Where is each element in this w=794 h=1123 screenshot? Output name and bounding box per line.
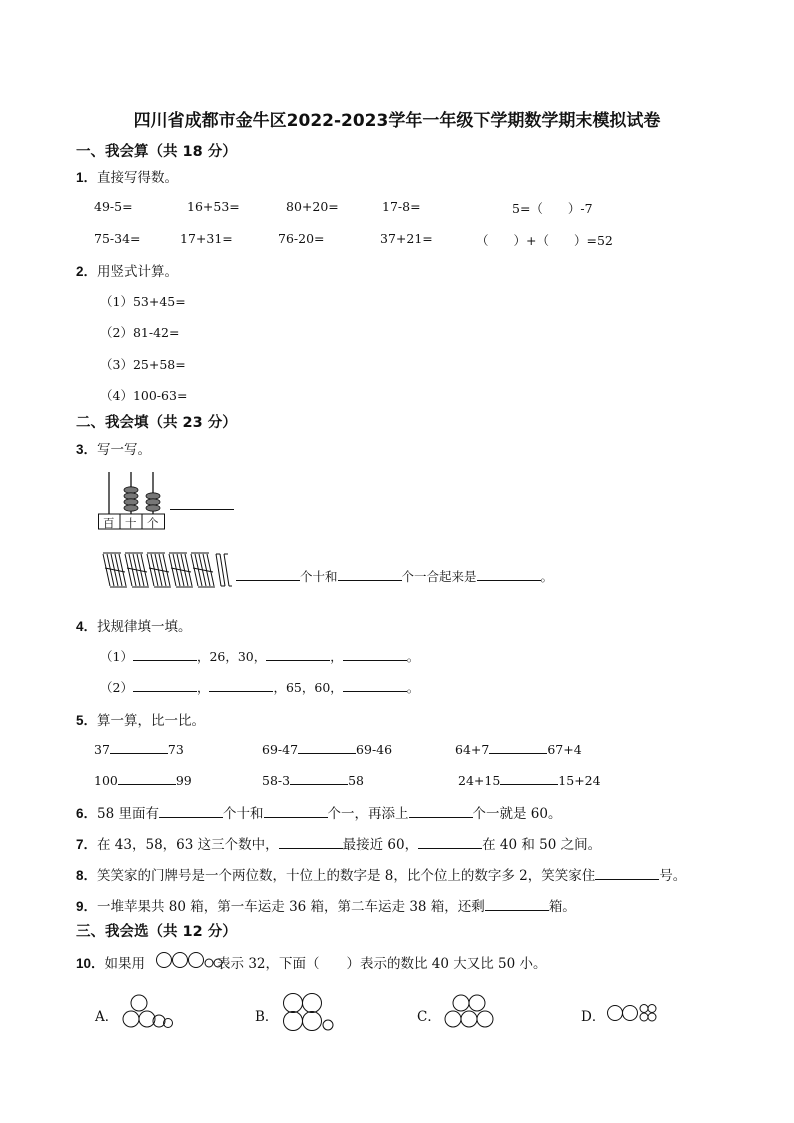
item-label: （2） bbox=[100, 680, 133, 695]
calc-item: 75-34= bbox=[94, 231, 141, 246]
calc-item: 5=（ ）-7 bbox=[512, 201, 593, 216]
question-text: 在 43，58，63 这三个数中， bbox=[97, 837, 279, 853]
answer-blank[interactable] bbox=[209, 679, 273, 692]
answer-blank[interactable] bbox=[290, 772, 348, 785]
answer-blank[interactable] bbox=[159, 805, 223, 818]
question-text: 箱。 bbox=[548, 899, 576, 915]
calc-item: 37+21= bbox=[380, 231, 433, 246]
answer-blank[interactable] bbox=[338, 568, 402, 581]
question-text: 号。 bbox=[659, 868, 687, 884]
sentence-text: 个十和 bbox=[300, 569, 338, 584]
pattern-line-1 bbox=[100, 647, 419, 665]
calc-item: 80+20= bbox=[286, 199, 339, 214]
answer-blank[interactable] bbox=[279, 836, 343, 849]
question-9 bbox=[76, 895, 576, 915]
sequence-text: ，65，60， bbox=[273, 680, 343, 695]
answer-blank[interactable] bbox=[110, 741, 168, 754]
question-8 bbox=[76, 864, 686, 884]
compare-item bbox=[94, 772, 192, 788]
question-4 bbox=[76, 615, 192, 635]
compare-item bbox=[455, 741, 582, 757]
question-text: 表示 32，下面（ ）表示的数比 40 大又比 50 小。 bbox=[217, 956, 547, 972]
option-b-label[interactable]: B． bbox=[255, 1009, 279, 1025]
question-2 bbox=[76, 260, 178, 280]
circle-legend-icon bbox=[154, 950, 224, 970]
question-text: 58 里面有 bbox=[97, 806, 159, 822]
sequence-text: ， bbox=[330, 649, 343, 664]
compare-left: 100 bbox=[94, 773, 118, 788]
question-7 bbox=[76, 833, 601, 853]
calc-item: 17-8= bbox=[382, 199, 421, 214]
option-c-label[interactable]: C． bbox=[417, 1009, 441, 1025]
question-text: 最接近 60， bbox=[342, 837, 419, 853]
compare-item bbox=[262, 772, 364, 788]
question-text: 找规律填一填。 bbox=[97, 619, 192, 635]
compare-item bbox=[94, 741, 184, 757]
sequence-text: 。 bbox=[406, 680, 420, 695]
question-5 bbox=[76, 709, 205, 729]
compare-right: 15+24 bbox=[558, 773, 601, 788]
question-text: 个一就是 60。 bbox=[472, 806, 562, 822]
question-text: 算一算，比一比。 bbox=[97, 713, 206, 729]
answer-blank[interactable] bbox=[343, 679, 407, 692]
calc-item: （ ）+（ ）=52 bbox=[476, 233, 613, 248]
vertical-calc-item: （3）25+58= bbox=[100, 357, 186, 372]
option-a-circles-icon[interactable] bbox=[118, 990, 178, 1030]
answer-blank[interactable] bbox=[409, 805, 473, 818]
abacus-label-tens: 十 bbox=[125, 516, 137, 530]
compare-item bbox=[458, 772, 601, 788]
calc-item: 49-5= bbox=[94, 199, 133, 214]
question-text: 个一，再添上 bbox=[327, 806, 409, 822]
answer-blank[interactable] bbox=[264, 805, 328, 818]
compare-left: 58-3 bbox=[262, 773, 291, 788]
question-number: 6． bbox=[76, 806, 98, 821]
question-number: 10． bbox=[76, 956, 105, 971]
compare-right: 58 bbox=[348, 773, 364, 788]
answer-blank[interactable] bbox=[500, 772, 558, 785]
option-d-circles-icon[interactable] bbox=[606, 1001, 662, 1025]
question-number: 7． bbox=[76, 837, 98, 852]
question-text: 个十和 bbox=[223, 806, 264, 822]
question-text: 写一写。 bbox=[97, 442, 152, 458]
option-b-circles-icon[interactable] bbox=[280, 990, 340, 1034]
vertical-calc-item: （4）100-63= bbox=[100, 388, 188, 403]
answer-blank[interactable] bbox=[485, 898, 549, 911]
answer-blank[interactable] bbox=[236, 568, 300, 581]
answer-blank[interactable] bbox=[477, 568, 541, 581]
compare-left: 69-47 bbox=[262, 742, 299, 757]
item-label: （1） bbox=[100, 649, 133, 664]
question-3 bbox=[76, 438, 151, 458]
option-d-label[interactable]: D． bbox=[581, 1009, 606, 1025]
counting-sticks-icon bbox=[100, 550, 236, 588]
answer-blank[interactable] bbox=[418, 836, 482, 849]
question-text: 直接写得数。 bbox=[97, 170, 179, 186]
question-number: 3． bbox=[76, 442, 98, 457]
compare-item bbox=[262, 741, 392, 757]
question-text: 用竖式计算。 bbox=[97, 264, 179, 280]
abacus-label-hundreds: 百 bbox=[103, 516, 115, 530]
section-heading-2: 二、我会填（共 23 分） bbox=[76, 415, 237, 431]
question-text: 如果用 bbox=[104, 956, 146, 972]
compare-right: 73 bbox=[167, 742, 184, 757]
calc-item: 17+31= bbox=[180, 231, 233, 246]
answer-blank[interactable] bbox=[595, 867, 659, 880]
sentence-text: 。 bbox=[540, 569, 554, 584]
answer-blank[interactable] bbox=[118, 772, 176, 785]
question-6 bbox=[76, 802, 561, 822]
compare-left: 24+15 bbox=[458, 773, 501, 788]
compare-left: 64+7 bbox=[455, 742, 490, 757]
compare-left: 37 bbox=[94, 742, 110, 757]
compare-right: 67+4 bbox=[547, 742, 582, 757]
answer-blank[interactable] bbox=[133, 648, 197, 661]
question-number: 2． bbox=[76, 264, 98, 279]
calc-item: 76-20= bbox=[278, 231, 325, 246]
sequence-text: 。 bbox=[406, 649, 420, 664]
pattern-line-2 bbox=[100, 678, 419, 696]
section-heading-1: 一、我会算（共 18 分） bbox=[76, 144, 237, 160]
answer-blank[interactable] bbox=[170, 509, 234, 510]
question-number: 9． bbox=[76, 899, 98, 914]
vertical-calc-item: （2）81-42= bbox=[100, 325, 180, 340]
sentence-text: 个一合起来是 bbox=[401, 569, 477, 584]
question-1 bbox=[76, 166, 178, 186]
sequence-text: ，26，30， bbox=[196, 649, 267, 664]
question-text: 笑笑家的门牌号是一个两位数，十位上的数字是 8，比个位上的数字多 2，笑笑家住 bbox=[97, 868, 596, 884]
section-heading-3: 三、我会选（共 12 分） bbox=[76, 924, 237, 940]
vertical-calc-item: （1）53+45= bbox=[100, 294, 186, 309]
answer-blank[interactable] bbox=[298, 741, 356, 754]
sequence-text: ， bbox=[196, 680, 210, 695]
question-text: 在 40 和 50 之间。 bbox=[482, 837, 602, 853]
calc-item: 16+53= bbox=[187, 199, 240, 214]
answer-blank[interactable] bbox=[133, 679, 197, 692]
option-c-circles-icon[interactable] bbox=[442, 990, 498, 1030]
answer-blank[interactable] bbox=[343, 648, 407, 661]
question-10 bbox=[76, 952, 547, 972]
option-a-label[interactable]: A． bbox=[95, 1009, 119, 1025]
abacus-label-ones: 个 bbox=[147, 516, 159, 530]
question-text: 一堆苹果共 80 箱，第一车运走 36 箱，第二车运走 38 箱，还剩 bbox=[97, 899, 485, 915]
compare-right: 99 bbox=[175, 773, 192, 788]
page-title: 四川省成都市金牛区2022-2023学年一年级下学期数学期末模拟试卷 bbox=[133, 111, 661, 131]
question-number: 5． bbox=[76, 713, 98, 728]
fill-sentence bbox=[236, 567, 553, 585]
answer-blank[interactable] bbox=[266, 648, 330, 661]
question-number: 4． bbox=[76, 619, 98, 634]
answer-blank[interactable] bbox=[489, 741, 547, 754]
question-number: 1． bbox=[76, 170, 98, 185]
question-number: 8． bbox=[76, 868, 98, 883]
compare-right: 69-46 bbox=[356, 742, 393, 757]
